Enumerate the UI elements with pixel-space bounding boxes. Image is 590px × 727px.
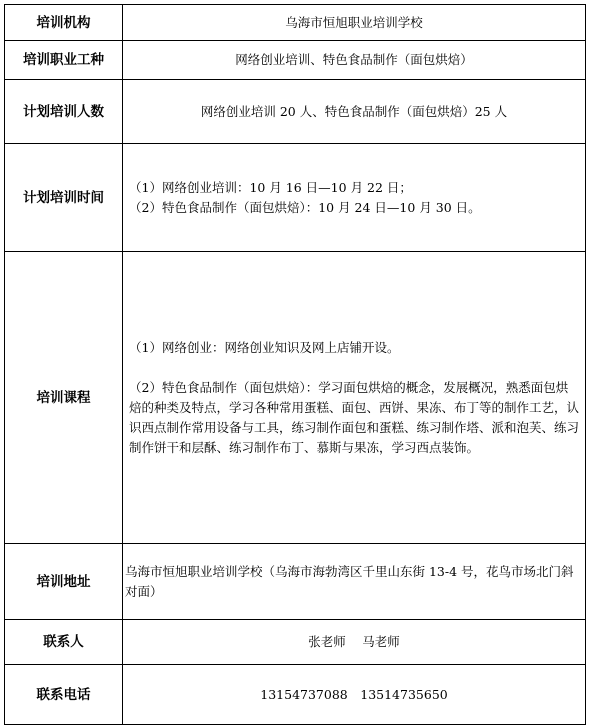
- row-institution: [5, 5, 586, 41]
- label-address: 培训地址: [5, 544, 123, 620]
- label-occupation: 培训职业工种: [5, 41, 123, 80]
- curriculum-paragraph-1: （1）网络创业：网络创业知识及网上店铺开设。: [129, 339, 400, 355]
- training-info-table: [4, 4, 586, 725]
- row-contact: [5, 620, 586, 665]
- value-contact: 张老师 马老师: [123, 620, 586, 665]
- planned-time-line-2: （2）特色食品制作（面包烘焙）：10 月 24 日—10 月 30 日。: [129, 199, 481, 215]
- row-address: [5, 544, 586, 620]
- curriculum-paragraph-2: （2）特色食品制作（面包烘焙）：学习面包烘焙的概念，发展概况，熟悉面包烘焙的种类及特点，学习各种常用蛋糕、面包、西饼、果冻、布丁等的制作工艺，认识西点制作常用设备与工具，练习制作面包和蛋糕、练习制作塔、派和泡芙、练习制作饼干和层酥、练习制作布丁、慕斯与果冻，学习西点装饰。: [129, 379, 580, 455]
- value-planned-count: 网络创业培训 20 人、特色食品制作（面包烘焙）25 人: [123, 80, 586, 144]
- label-planned-count: 计划培训人数: [5, 80, 123, 144]
- value-curriculum: [123, 252, 586, 544]
- label-phone: 联系电话: [5, 665, 123, 725]
- value-institution: 乌海市恒旭职业培训学校: [123, 5, 586, 41]
- value-occupation: 网络创业培训、特色食品制作（面包烘焙）: [123, 41, 586, 80]
- row-occupation: [5, 41, 586, 80]
- row-planned-time: [5, 144, 586, 252]
- label-institution: 培训机构: [5, 5, 123, 41]
- label-planned-time: 计划培训时间: [5, 144, 123, 252]
- value-address: 乌海市恒旭职业培训学校（乌海市海勃湾区千里山东街 13-4 号，花鸟市场北门斜对面）: [123, 544, 586, 620]
- label-curriculum: 培训课程: [5, 252, 123, 544]
- row-phone: [5, 665, 586, 725]
- value-planned-time: [123, 144, 586, 252]
- planned-time-line-1: （1）网络创业培训：10 月 16 日—10 月 22 日；: [129, 179, 412, 195]
- label-contact: 联系人: [5, 620, 123, 665]
- row-curriculum: [5, 252, 586, 544]
- row-planned-count: [5, 80, 586, 144]
- value-phone: 13154737088 13514735650: [123, 665, 586, 725]
